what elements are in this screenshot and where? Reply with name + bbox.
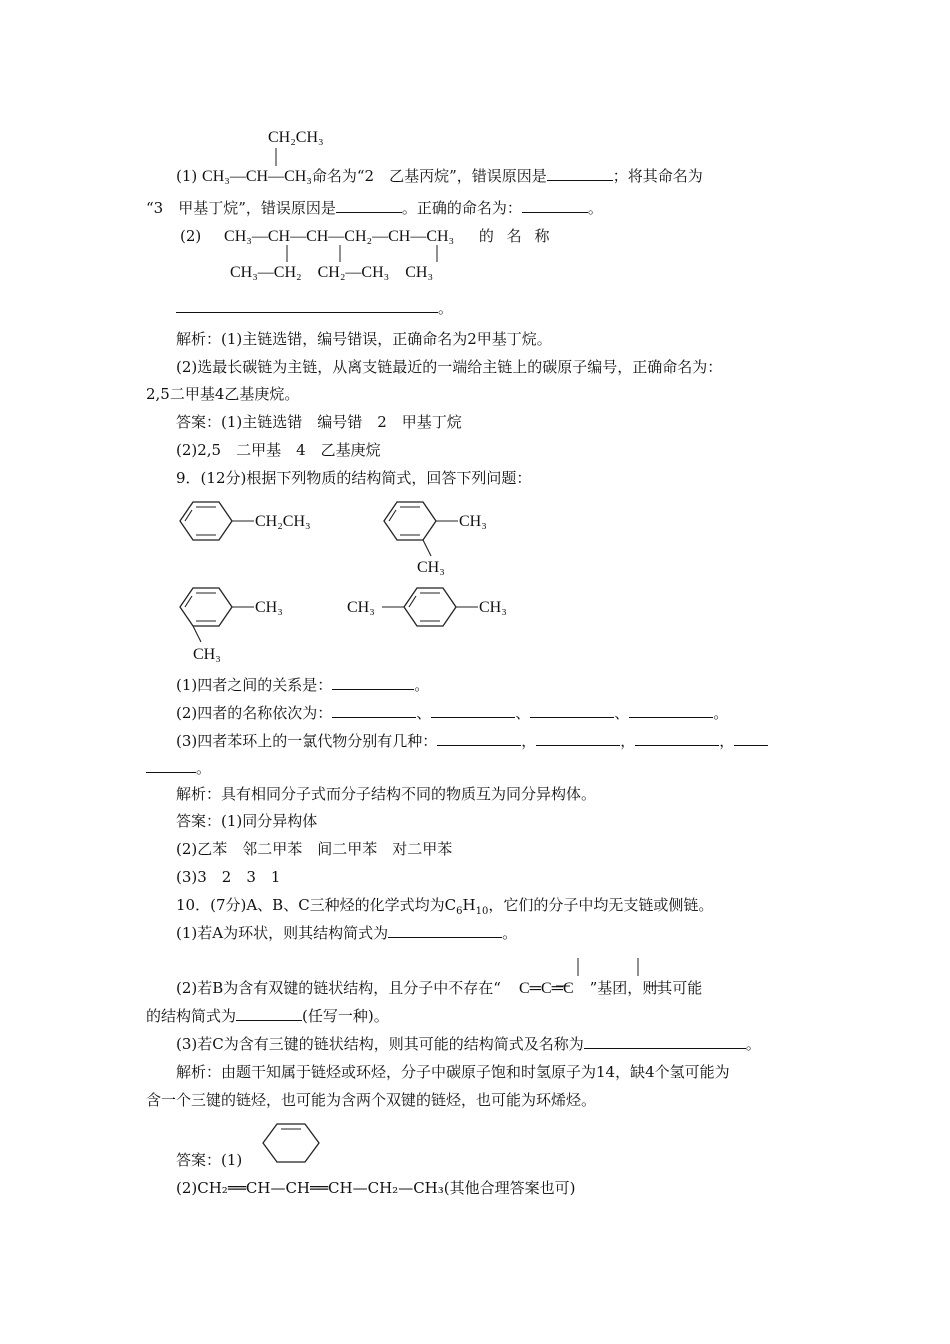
o-xylene-structure xyxy=(384,502,458,556)
answer-blank[interactable] xyxy=(332,675,414,690)
q8-answer-1: 答案：(1)主链选错 编号错 2 甲基丁烷 xyxy=(176,413,462,431)
q9-analysis: 解析：具有相同分子式而分子结构不同的物质互为同分异构体。 xyxy=(176,785,597,803)
question-text: (2)若B为含有双键的链状结构，且分子中不存在“ xyxy=(176,979,501,997)
q9-title: 9．(12分)根据下列物质的结构简式，回答下列问题： xyxy=(176,469,532,487)
punctuation: ， xyxy=(521,732,537,750)
q9-question-1 xyxy=(176,675,429,695)
answer-blank[interactable] xyxy=(530,703,614,718)
answer-blank[interactable] xyxy=(437,731,521,746)
q10-question-2-cont xyxy=(146,1006,389,1026)
q9-question-2 xyxy=(176,703,728,723)
punctuation: 。 xyxy=(713,704,729,722)
q8-analysis-3: 2,5二甲基4乙基庚烷。 xyxy=(146,385,300,403)
subscript: 6 xyxy=(456,906,463,917)
part-number: (2) xyxy=(180,227,202,245)
q8-analysis-1: 解析：(1)主链选错，编号错误，正确命名为2甲基丁烷。 xyxy=(176,330,552,348)
question-text: “3 甲基丁烷”，错误原因是 xyxy=(146,199,336,217)
cyclohexene-structure xyxy=(263,1124,319,1162)
formula-substituents: CH₃—CH₂ CH₂—CH₃ CH₃ xyxy=(230,264,434,281)
branch-formula-ethyl: CH₂CH₃ xyxy=(268,129,324,146)
q10-answer-2: (2)CH₂══CH—CH══CH—CH₂—CH₃(其他合理答案也可) xyxy=(176,1179,576,1197)
ethyl-substituent: CH₂CH₃ xyxy=(255,513,311,530)
q9-question-3 xyxy=(176,731,768,751)
punctuation: 、 xyxy=(416,704,432,722)
answer-blank[interactable] xyxy=(734,731,768,746)
punctuation: 。 xyxy=(587,199,603,217)
m-xylene-structure xyxy=(180,588,254,642)
answer-blank[interactable] xyxy=(584,1034,746,1049)
q10-analysis-1: 解析：由题干知属于链烃或环烃，分子中碳原子饱和时氢原子为14，缺4个氢可能为 xyxy=(176,1063,730,1081)
answer-blank[interactable] xyxy=(332,703,416,718)
question-text: (2)四者的名称依次为： xyxy=(176,704,333,722)
subscript: 10 xyxy=(475,906,489,917)
question-text: ；将其命名为 xyxy=(612,167,703,185)
q10-analysis-2: 含一个三键的链烃，也可能为含两个双键的链烃，也可能为环烯烃。 xyxy=(146,1091,597,1109)
punctuation: 。 xyxy=(745,1035,761,1053)
methyl-substituent: CH₃ xyxy=(417,559,445,576)
answer-blank[interactable] xyxy=(236,1006,302,1021)
punctuation: 、 xyxy=(515,704,531,722)
question-text: ，它们的分子中均无支链或侧链。 xyxy=(488,896,714,914)
answer-blank[interactable] xyxy=(635,731,719,746)
q9-answer-3: (3)3 2 3 1 xyxy=(176,868,281,886)
methyl-substituent: CH₃ xyxy=(255,599,283,616)
q10-answer-1: 答案：(1) xyxy=(176,1151,243,1169)
q9-question-3-cont xyxy=(146,758,211,778)
q10-title xyxy=(176,895,713,922)
punctuation: ， xyxy=(620,732,636,750)
q9-answer-1: 答案：(1)同分异构体 xyxy=(176,812,318,830)
methyl-substituent: CH₃ xyxy=(459,513,487,530)
methyl-substituent: CH₃ xyxy=(193,646,221,663)
question-text: H xyxy=(462,896,476,914)
answer-blank[interactable] xyxy=(536,731,620,746)
q10-question-2 xyxy=(176,978,702,999)
question-text: 。正确的命名为： xyxy=(401,199,522,217)
question-text: (1)若A为环状，则其结构简式为 xyxy=(176,924,389,942)
p-xylene-structure xyxy=(382,588,478,626)
cumulene-group: C═C═C xyxy=(518,980,574,997)
answer-blank[interactable] xyxy=(146,758,196,773)
ethylbenzene-structure xyxy=(180,502,254,540)
question-text: 的结构简式为 xyxy=(146,1007,237,1025)
question-text: (3)四者苯环上的一氯代物分别有几种： xyxy=(176,732,438,750)
answer-blank[interactable] xyxy=(431,703,515,718)
structural-formula: CH₃—CH—CH—CH₂—CH—CH₃ xyxy=(224,228,455,245)
q10-question-3 xyxy=(176,1034,761,1054)
answer-blank[interactable] xyxy=(388,923,502,938)
q8-answer-2: (2)2,5 二甲基 4 乙基庚烷 xyxy=(176,441,381,459)
question-text: (3)若C为含有三键的链状结构，则其可能的结构简式及名称为 xyxy=(176,1035,584,1053)
punctuation: 。 xyxy=(196,759,212,777)
question-text: (任写一种)。 xyxy=(302,1007,389,1025)
methyl-substituent: CH₃ xyxy=(479,599,507,616)
question-text: (1)四者之间的关系是： xyxy=(176,676,333,694)
punctuation: 、 xyxy=(614,704,630,722)
question-text: 的 名 称 xyxy=(478,227,554,245)
punctuation: ， xyxy=(719,732,735,750)
q8-analysis-2: (2)选最长碳链为主链，从离支链最近的一端给主链上的碳原子编号，正确命名为： xyxy=(176,358,723,376)
punctuation: 。 xyxy=(502,924,518,942)
q10-question-1 xyxy=(176,923,517,943)
q9-answer-2: (2)乙苯 邻二甲苯 间二甲苯 对二甲苯 xyxy=(176,840,453,858)
methyl-substituent: CH₃ xyxy=(347,599,375,616)
punctuation: 。 xyxy=(438,299,454,317)
punctuation: 。 xyxy=(414,676,430,694)
answer-blank[interactable] xyxy=(629,703,713,718)
question-text: ”基团，则其可能 xyxy=(589,979,703,997)
structural-formula: CH₃—CH—CH₃ xyxy=(202,168,312,185)
question-text: 10．(7分)A、B、C三种烃的化学式均为C xyxy=(176,896,457,914)
question-text: 命名为“2 乙基丙烷”，错误原因是 xyxy=(311,167,547,185)
part-number: (1) xyxy=(176,167,198,185)
